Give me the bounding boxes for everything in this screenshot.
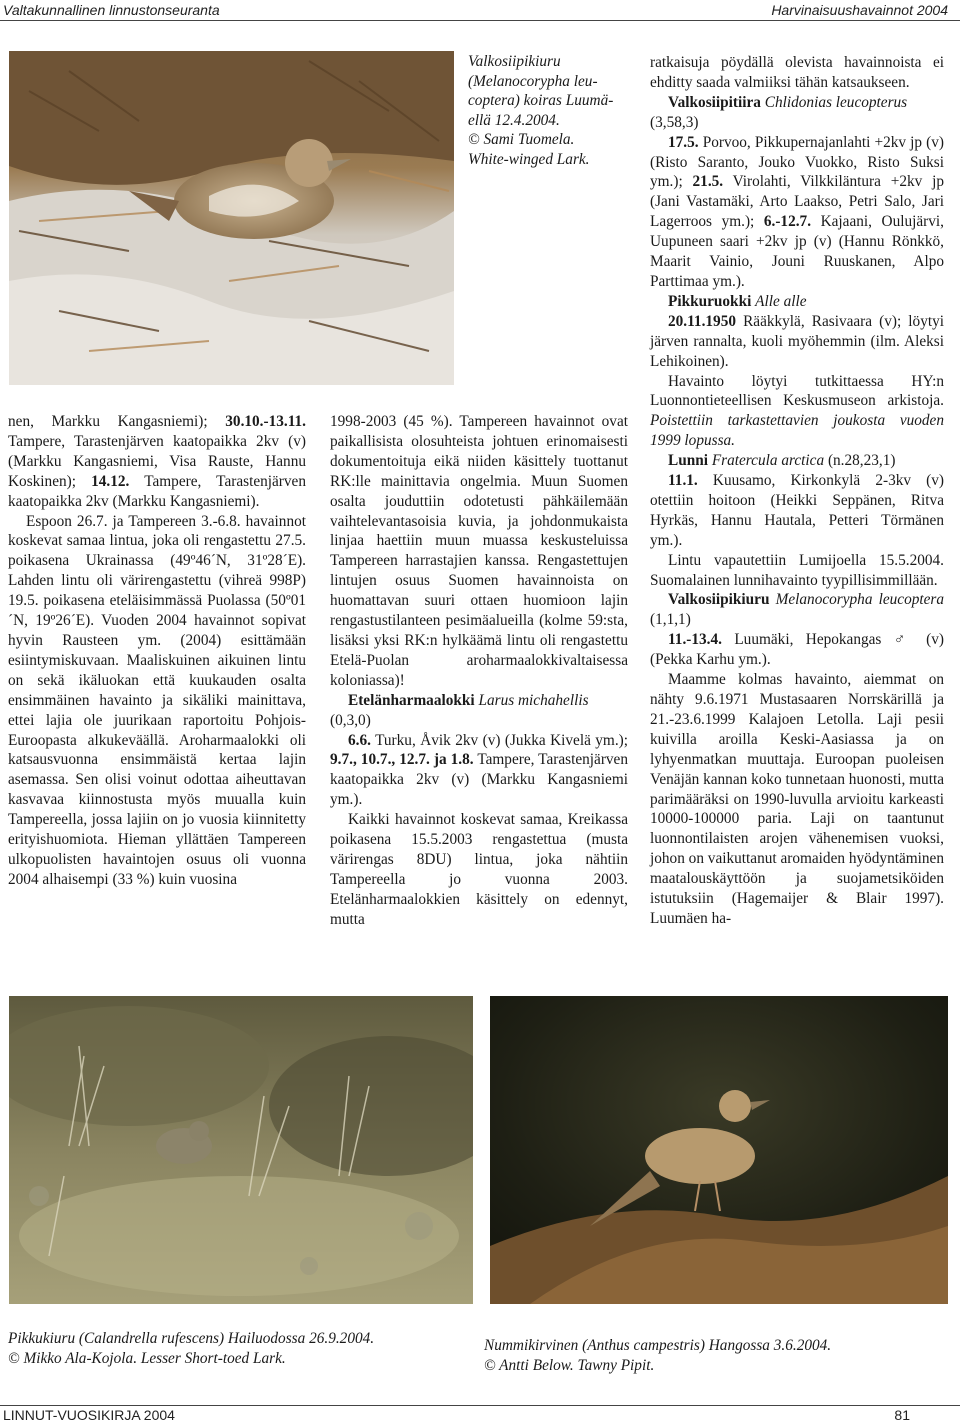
text: Kuusamo, Kirkonkylä 2-3kv (v) otettiin hoitoon (Heikki Seppänen, Ritva Hyrkäs, Hannu Hautala, Petteri Törmänen ym.). [650,472,944,549]
text-column-2 [330,412,628,930]
paragraph [650,312,944,372]
date-bold: 30.10.-13.11. [225,413,306,430]
text: Tampere, Tarastenjärven kaatopaikka 2kv (v) (Markku Kangasniemi ym.). [330,751,628,809]
species-name: Valkosiipikiuru [668,591,770,609]
text: Virolahti, Vilkkiläntura +2kv jp (Jani Vastamäki, Arto Laakso, Petri Salo, Jari Lagerroos ym.); [650,173,944,231]
species-name: Etelänharmaalokki [348,691,475,709]
running-header [0,0,960,22]
lark-photo [9,51,454,385]
footer-rule [0,1405,960,1406]
species-heading [650,93,944,133]
species-heading [650,292,944,312]
paragraph: Maamme kolmas havainto, aiemmat on nähty 9.6.1971 Mustasaaren Norrskärillä ja 21.-23.6.1999 Kalajoen Letolla. Laji pesii kuivilla aroilla Keski-Aasiassa ja on lyhyenmatkan muuttaja. Euroopan puoleisen Venäjän kannan koko tunnetaan huonosti, mutta parimääräksi on 1990-luvulla arvioitu karkeasti 10000-100000 paria. Laji on taantunut luonnontilaisten arojen vähenemisen vuoksi, johon on vaikuttanut aromaiden hyödyntäminen maatalouskäyttöön ja suojametsiköiden istutuksiin (Hagemaijer & Blair 1997). Luumäen ha- [650,671,944,927]
text: Turku, Åvik 2kv (v) (Jukka Kivelä ym.); [370,731,628,749]
paragraph [650,372,944,452]
paragraph [8,412,306,512]
running-footer [0,1405,960,1424]
text: Havainto löytyi tutkittaessa HY:n Luonnontieteellisen Keskusmuseon arkistoja. [650,372,944,410]
date-bold: 6.-12.7. [763,213,812,231]
species-scientific: Melanocorypha leucoptera [775,591,945,609]
text: Rääkkylä, Rasivaara (v); löytyi järven rannalta, kuoli myöhemmin (ilm. Aleksi Lehikoinen). [650,312,944,370]
date-bold: 6.6. [348,731,371,749]
species-scientific: Alle alle [755,292,807,310]
text-column-3 [650,53,944,929]
text-column-1 [8,412,306,890]
species-scientific: Chlidonias leucopterus [764,93,908,111]
species-name: Pikkuruokki [668,292,752,310]
species-scientific: Larus michahellis [478,691,589,709]
paragraph: Kaikki havainnot koskevat samaa, Kreikassa poikasena 15.5.2003 rengastettua (musta värirengas 8DU) lintua, joka nähtiin Tampereella jo vuonna 2003. Etelänharmaalokkien käsittely on edennyt, mutta [330,811,628,928]
caption-line: Pikkukiuru (Calandrella rufescens) Hailuodossa 26.9.2004. [8,1330,375,1347]
caption-line: ellä 12.4.2004. [468,111,560,129]
footer-left: LINNUT-VUOSIKIRJA 2004 [3,1407,175,1423]
caption-line: Nummikirvinen (Anthus campestris) Hangossa 3.6.2004. [484,1337,832,1354]
species-heading [650,451,944,471]
text: Tampere, Tarastenjärven kaatopaikka 2kv (v) (Markku Kangasniemi, Visa Rauste, Hannu Koskinen); [8,432,306,490]
date-bold: 11.1. [668,472,698,490]
date-bold: 11.-13.4. [668,631,722,649]
text: nen, Markku Kangasniemi); [8,413,226,430]
species-heading [650,590,944,630]
paragraph [330,731,628,811]
species-counts: (0,3,0) [330,711,371,729]
paragraph: Lintu vapautettiin Lumijoella 15.5.2004. Suomalainen lunnihavainto tyypillisimmillään. [650,551,944,589]
paragraph [650,133,944,292]
species-name: Lunni [668,452,708,470]
paragraph [650,630,944,670]
species-counts: (n.28,23,1) [827,452,896,470]
species-counts: (3,58,3) [650,113,699,131]
page-number: 81 [894,1407,910,1423]
paragraph [650,471,944,551]
date-bold: 21.5. [692,173,724,191]
date-bold: 17.5. [668,133,699,151]
short-toed-lark-photo [9,996,473,1304]
species-name: Valkosiipitiira [668,93,761,111]
species-scientific: Fratercula arctica [711,452,825,470]
caption-line: (Melanocorypha leu- [468,72,598,90]
text: Kajaani, Oulujärvi, Uupuneen saari +2kv jp (v) (Hannu Rönkkö, Maarit Vainio, Jouni Ruuskanen, Alpo Parttimaa ym.). [650,213,944,290]
header-rule [0,20,960,21]
paragraph: ratkaisuja pöydällä olevista havainnoista ei ehditty saada valmiiksi tähän katsaukseen. [650,54,944,91]
caption-line: Valkosiipikiuru [468,53,561,70]
tawny-pipit-caption [484,1336,944,1375]
text-italic: Poistettiin tarkastettavien joukosta vuoden 1999 lopussa. [650,412,944,450]
short-toed-lark-caption [8,1329,478,1368]
caption-line: © Antti Below. Tawny Pipit. [484,1356,655,1374]
paragraph: Espoon 26.7. ja Tampereen 3.-6.8. havainnot koskevat samaa lintua, joka oli rengastettu 27.5. poikasena Ukrainassa (49º46´N, 31º28´E). Lahden lintu oli värirengastettu (vihreä 998P) 19.5. poikasena eteläisimmässä Puolassa (50º01´N, 19º26´E). Vuoden 2004 havainnot sopivat hyvin Rausteen ym. (2004) esittämään esiintymiskuvaan. Maaliskuinen aikuinen lintu on sekä ikäluokan että kuukauden osalta ensimmäinen havainto ja sikäliki mainittava, ettei lajia ole juurikaan raportoitu Pohjois-Euroopasta alkukeväällä. Aroharmaalokki oli katsausvuonna ensimmäistä kertaa lajin asemassa. Sen olisi voinut odottaa aiheuttavan kasvavaa kiinnostusta myös muualla kuin Tampereella, jossa lajiin on jo vuosia kiinnitetty erityishuomiota. Hieman yllättäen Tampereen ulkopuolisten havaintojen osuus oli vuonna 2004 alhaisempi (33 %) kuin vuosina [8,512,306,888]
text: Luumäki, Hepokangas ♂ (v) (Pekka Karhu ym.). [650,631,944,669]
species-counts: (1,1,1) [650,611,691,629]
date-bold: 14.12. [91,472,130,490]
lark-caption [468,52,628,169]
text: Tampere, Tarastenjärven kaatopaikka 2kv (Markku Kangasniemi). [8,472,306,510]
caption-line: White-winged Lark. [468,150,590,168]
species-heading [330,691,628,731]
text: Porvoo, Pikkupernajanlahti +2kv jp (v) (Risto Saranto, Jouko Vuokko, Risto Suksi ym.); [650,133,944,191]
paragraph: 1998-2003 (45 %). Tampereen havainnot ovat paikallisista olosuhteista johtuen erinomaisesti dokumentoituja eikä niiden käsittely tuottanut RK:lle mainittavia ongelmia. Muun Suomen osalta jouduttiin odotetusti pähkäilemään vaihtelevantasoisia kuvia, ja johdonmukaista linjaa haettiin muun muassa keskusteluissa Tampereen harrastajien kanssa. Rengastettujen lintujen osuus Suomen havainnoista on huomattavan suuri ottaen huomioon lajin rengastustilanteen pesimäalueilla (kolme 59:sta, lisäksi yksi RK:n hylkäämä lintu oli rengastettu Etelä-Puolan aroharmaalokkivaltaisessa koloniassa)! [330,413,628,689]
caption-line: © Mikko Ala-Kojola. Lesser Short-toed Lark. [8,1349,286,1367]
caption-line: © Sami Tuomela. [468,131,575,148]
caption-line: coptera) koiras Luumä- [468,92,614,109]
header-right: Harvinaisuushavainnot 2004 [771,2,948,18]
date-bold: 20.11.1950 [668,312,736,330]
tawny-pipit-photo [490,996,948,1304]
header-left: Valtakunnallinen linnustonseuranta [3,2,220,18]
date-bold: 9.7., 10.7., 12.7. ja 1.8. [330,751,474,769]
